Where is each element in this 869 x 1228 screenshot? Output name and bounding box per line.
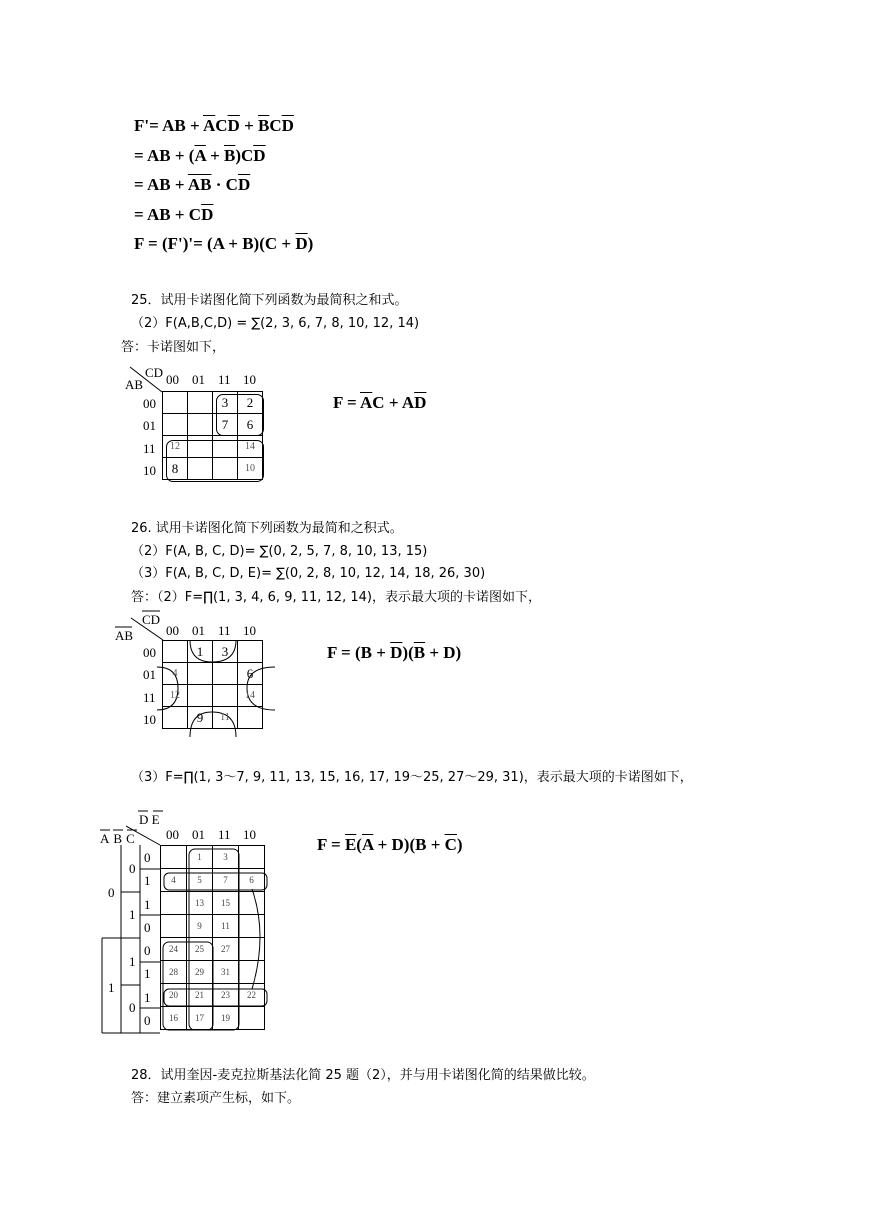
kmap-q26-2-corner-left: AB [115, 628, 134, 643]
kmap-q26-3-b-label: 0 [129, 861, 136, 876]
q25-result: $F = \overline{A}C + A\overline{D}$ [333, 393, 427, 412]
kmap-cell [239, 938, 265, 961]
q25-answer: 答：卡诺图如下， [121, 340, 226, 355]
kmap-q26-3-a-label: 0 [108, 885, 115, 900]
kmap-cell [239, 892, 265, 915]
kmap-q26-3-col-header: 00 [166, 827, 179, 842]
kmap-q26-3-corner-top: D E [139, 812, 160, 827]
q25-title: 25．试用卡诺图化简下列函数为最简积之和式。 [131, 293, 408, 308]
kmap-cell: 6 [239, 869, 265, 892]
kmap-cell: 25 [187, 938, 213, 961]
derivation-line-3: = AB + $\overline{AB} \cdot C\overline{D}$ [134, 175, 251, 194]
q26-result-2: $F = (B + \overline{D})(\overline{B} + D)$ [327, 643, 462, 662]
kmap-cell: 19 [213, 1007, 239, 1030]
kmap-q26-2-col-header: 01 [192, 623, 205, 638]
kmap-cell: 6 [238, 414, 263, 436]
kmap-cell: 6 [238, 663, 263, 685]
q28-answer: 答：建立素项产生标，如下。 [131, 1091, 301, 1106]
kmap-cell: 3 [213, 392, 238, 414]
kmap-cell: 10 [238, 458, 263, 480]
kmap-cell: 28 [161, 961, 187, 984]
kmap-cell: 24 [161, 938, 187, 961]
q26-subquestion-3: （3）F(A, B, C, D, E)= ∑(0, 2, 8, 10, 12, 14, 18, 26, 30) [131, 566, 486, 581]
kmap-q25-corner-top: CD [145, 365, 164, 380]
kmap-q26-2-row-header: 01 [143, 667, 156, 682]
q26-answer-3: （3）F=∏(1, 3～7, 9, 11, 13, 15, 16, 17, 19～25, 27～29, 31)，表示最大项的卡诺图如下， [131, 770, 693, 785]
kmap-q26-3-b-label: 1 [129, 954, 136, 969]
derivation-line-4: = AB + $C\overline{D}$ [134, 205, 214, 224]
kmap-cell [161, 892, 187, 915]
kmap-cell [161, 846, 187, 869]
derivation-line-1: F'= AB + $\overline{A}C\overline{D} + \overline{B}C\overline{D}$ [134, 116, 294, 135]
kmap-q25-row-header: 11 [143, 441, 156, 456]
kmap-q26-2-row-header: 11 [143, 690, 156, 705]
kmap-q25-row-header: 10 [143, 463, 156, 478]
kmap-q26-3-c-label: 0 [144, 920, 151, 935]
kmap-q26-3-c-label: 0 [144, 943, 151, 958]
kmap-cell: 7 [213, 414, 238, 436]
kmap-q26-2-col-header: 10 [243, 623, 256, 638]
kmap-cell: 14 [238, 685, 263, 707]
kmap-q26-3-col-header: 11 [218, 827, 231, 842]
kmap-cell: 16 [161, 1007, 187, 1030]
kmap-cell [239, 1007, 265, 1030]
kmap-q26-3-c-label: 0 [144, 1013, 151, 1028]
kmap-cell: 12 [163, 685, 188, 707]
q25-subquestion: （2）F(A,B,C,D) = ∑(2, 3, 6, 7, 8, 10, 12, 14) [131, 316, 420, 331]
kmap-q25-row-header: 01 [143, 418, 156, 433]
kmap-cell: 9 [188, 707, 213, 729]
kmap-q26-3-c-label: 1 [144, 873, 151, 888]
kmap-cell: 1 [187, 846, 213, 869]
kmap-q26-3-col-header: 10 [243, 827, 256, 842]
kmap-cell: 13 [187, 892, 213, 915]
kmap-cell: 2 [238, 392, 263, 414]
kmap-q26-3-c-label: 1 [144, 966, 151, 981]
kmap-cell [161, 915, 187, 938]
kmap-q26-3-b-label: 0 [129, 1000, 136, 1015]
kmap-cell: 9 [187, 915, 213, 938]
kmap-cell: 17 [187, 1007, 213, 1030]
q26-answer-2: 答：（2）F=∏(1, 3, 4, 6, 9, 11, 12, 14)，表示最大项的卡诺图如下， [131, 590, 541, 605]
derivation-line-2: = AB + $(\overline{A} + \overline{B})C\overline{D}$ [134, 146, 266, 165]
q26-title: 26. 试用卡诺图化简下列函数为最简和之积式。 [131, 521, 403, 536]
kmap-q26-3-c-label: 1 [144, 897, 151, 912]
kmap-q26-2-row-header: 00 [143, 645, 156, 660]
kmap-cell: 4 [163, 663, 188, 685]
kmap-q26-2-corner-top: CD [142, 612, 161, 627]
kmap-cell: 5 [187, 869, 213, 892]
kmap-cell: 8 [163, 458, 188, 480]
kmap-q26-3-b-label: 1 [129, 907, 136, 922]
kmap-q25-row-header: 00 [143, 396, 156, 411]
kmap-cell: 4 [161, 869, 187, 892]
kmap-cell: 15 [213, 892, 239, 915]
kmap-q25-col-header: 11 [218, 372, 231, 387]
kmap-q26-2-col-header: 11 [218, 623, 231, 638]
kmap-q25-col-header: 00 [166, 372, 179, 387]
kmap-q25-col-header: 01 [192, 372, 205, 387]
kmap-cell [239, 915, 265, 938]
kmap-cell [239, 846, 265, 869]
kmap-q26-2-row-header: 10 [143, 712, 156, 727]
kmap-cell: 14 [238, 436, 263, 458]
kmap-cell: 27 [213, 938, 239, 961]
q26-result-3: $F = \overline{E}(\overline{A} + D)(B + \overline{C})$ [317, 835, 463, 854]
derivation-line-5: $F = (F')'= (A + B)(C + \overline{D})$ [134, 234, 314, 253]
kmap-q26-2-col-header: 00 [166, 623, 179, 638]
kmap-q26-3-a-label: 1 [108, 980, 115, 995]
kmap-q25-corner-left: AB [125, 377, 144, 392]
kmap-cell: 3 [213, 641, 238, 663]
kmap-cell: 21 [187, 984, 213, 1007]
kmap-q26-3-c-label: 1 [144, 990, 151, 1005]
kmap-cell: 12 [163, 436, 188, 458]
kmap-q26-3-corner-left: ABC [100, 831, 139, 846]
kmap-cell: 31 [213, 961, 239, 984]
kmap-cell: 1 [188, 641, 213, 663]
kmap-q26-3-c-label: 0 [144, 850, 151, 865]
kmap-cell: 7 [213, 869, 239, 892]
kmap-cell: 29 [187, 961, 213, 984]
kmap-q26-3-col-header: 01 [192, 827, 205, 842]
q26-subquestion-2: （2）F(A, B, C, D)= ∑(0, 2, 5, 7, 8, 10, 13, 15) [131, 544, 428, 559]
kmap-cell: 23 [213, 984, 239, 1007]
kmap-cell: 3 [213, 846, 239, 869]
kmap-q26-3-grid [160, 845, 265, 1030]
kmap-cell: 22 [239, 984, 265, 1007]
kmap-cell [239, 961, 265, 984]
kmap-cell: 11 [213, 707, 238, 729]
kmap-q25-col-header: 10 [243, 372, 256, 387]
kmap-cell: 11 [213, 915, 239, 938]
kmap-cell: 20 [161, 984, 187, 1007]
q28-title: 28．试用奎因-麦克拉斯基法化简 25 题（2），并与用卡诺图化简的结果做比较。 [131, 1068, 595, 1083]
